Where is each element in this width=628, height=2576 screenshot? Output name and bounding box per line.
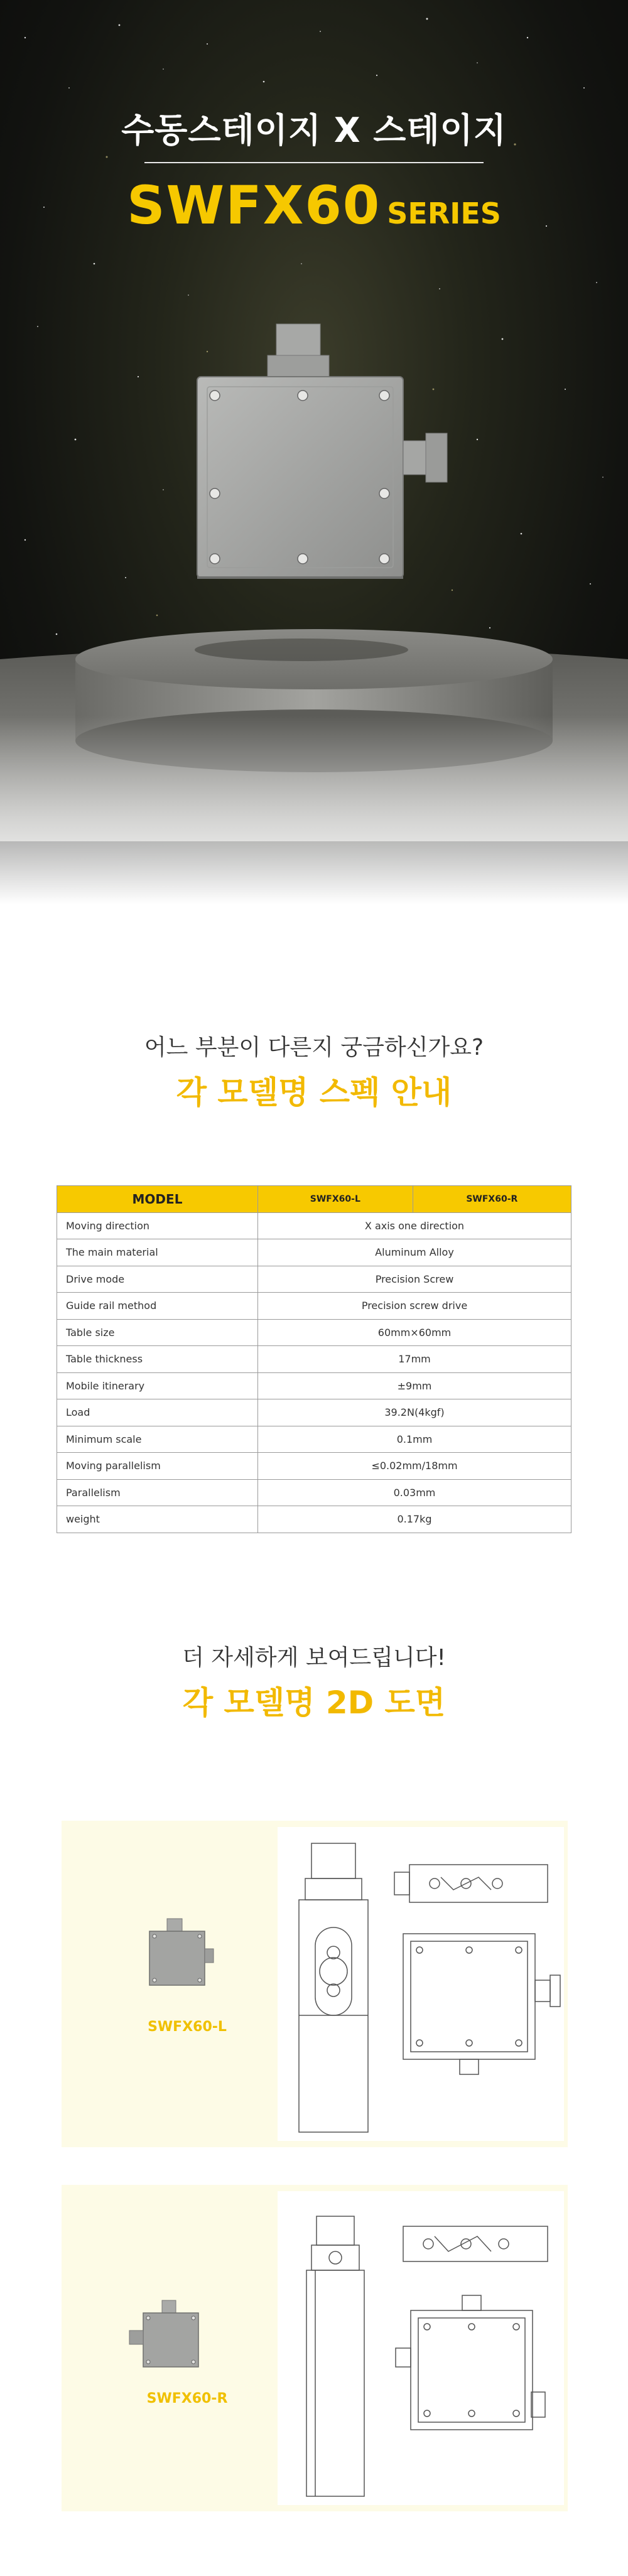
- spec-value: 39.2N(4kgf): [258, 1399, 571, 1426]
- spec-value: 0.1mm: [258, 1426, 571, 1453]
- spec-header-l: SWFX60-L: [258, 1186, 413, 1213]
- table-row: [57, 1319, 571, 1346]
- technical-drawing-r: [278, 2191, 564, 2505]
- product-thumbnail-l: [137, 1915, 225, 2009]
- drawing-section-question: 더 자세하게 보여드립니다!: [182, 1645, 446, 1671]
- table-row: [57, 1372, 571, 1399]
- spec-label: Mobile itinerary: [57, 1372, 258, 1399]
- hero-bottom-fade: [0, 716, 628, 904]
- table-row: [57, 1399, 571, 1426]
- hero-series-label: SERIES: [387, 197, 501, 230]
- drawing-caption-l: SWFX60-L: [148, 2019, 227, 2035]
- spec-label: Guide rail method: [57, 1293, 258, 1320]
- spec-label: Drive mode: [57, 1266, 258, 1293]
- spec-label: Minimum scale: [57, 1426, 258, 1453]
- spec-value: Precision screw drive: [258, 1293, 571, 1320]
- spec-value: 60mm×60mm: [258, 1319, 571, 1346]
- technical-drawing-l: [278, 1827, 564, 2141]
- spec-header-r: SWFX60-R: [413, 1186, 571, 1213]
- table-row: [57, 1426, 571, 1453]
- spec-value: 17mm: [258, 1346, 571, 1373]
- spec-value: 0.17kg: [258, 1506, 571, 1533]
- table-row: [57, 1266, 571, 1293]
- spec-value: Precision Screw: [258, 1266, 571, 1293]
- hero-banner: [0, 0, 628, 904]
- spec-label: Parallelism: [57, 1479, 258, 1506]
- spec-value: ≤0.02mm/18mm: [258, 1453, 571, 1480]
- spec-label: Moving parallelism: [57, 1453, 258, 1480]
- hero-model-line: [0, 175, 628, 236]
- table-row: [57, 1239, 571, 1266]
- drawing-section-heading: 각 모델명 2D 도면: [182, 1684, 446, 1721]
- spec-value: X axis one direction: [258, 1212, 571, 1239]
- spec-label: Moving direction: [57, 1212, 258, 1239]
- hero-model-name: SWFX60: [127, 175, 381, 236]
- drawing-caption-r: SWFX60-R: [146, 2391, 228, 2406]
- hero-title: 수동스테이지 X 스테이지: [121, 110, 507, 150]
- spec-value: Aluminum Alloy: [258, 1239, 571, 1266]
- table-row: [57, 1212, 571, 1239]
- spec-section-heading: 각 모델명 스펙 안내: [176, 1074, 452, 1111]
- spec-label: Table thickness: [57, 1346, 258, 1373]
- spec-section-question: 어느 부분이 다른지 궁금하신가요?: [144, 1035, 484, 1060]
- drawing-sheet-r: [278, 2191, 564, 2505]
- table-row: [57, 1293, 571, 1320]
- spec-header-model: MODEL: [57, 1186, 258, 1213]
- spec-value: ±9mm: [258, 1372, 571, 1399]
- drawing-panel-l: [62, 1821, 568, 2147]
- table-row: [57, 1506, 571, 1533]
- drawing-panel-r: [62, 2185, 568, 2511]
- spec-label: Load: [57, 1399, 258, 1426]
- hero-divider: [144, 162, 484, 163]
- spec-table: [57, 1185, 571, 1533]
- spec-label: The main material: [57, 1239, 258, 1266]
- table-row: [57, 1453, 571, 1480]
- table-row: [57, 1346, 571, 1373]
- spec-label: weight: [57, 1506, 258, 1533]
- table-row: [57, 1479, 571, 1506]
- spec-label: Table size: [57, 1319, 258, 1346]
- spec-table-header-row: [57, 1186, 571, 1213]
- spec-value: 0.03mm: [258, 1479, 571, 1506]
- product-thumbnail-r: [118, 2298, 219, 2386]
- drawing-sheet-l: [278, 1827, 564, 2141]
